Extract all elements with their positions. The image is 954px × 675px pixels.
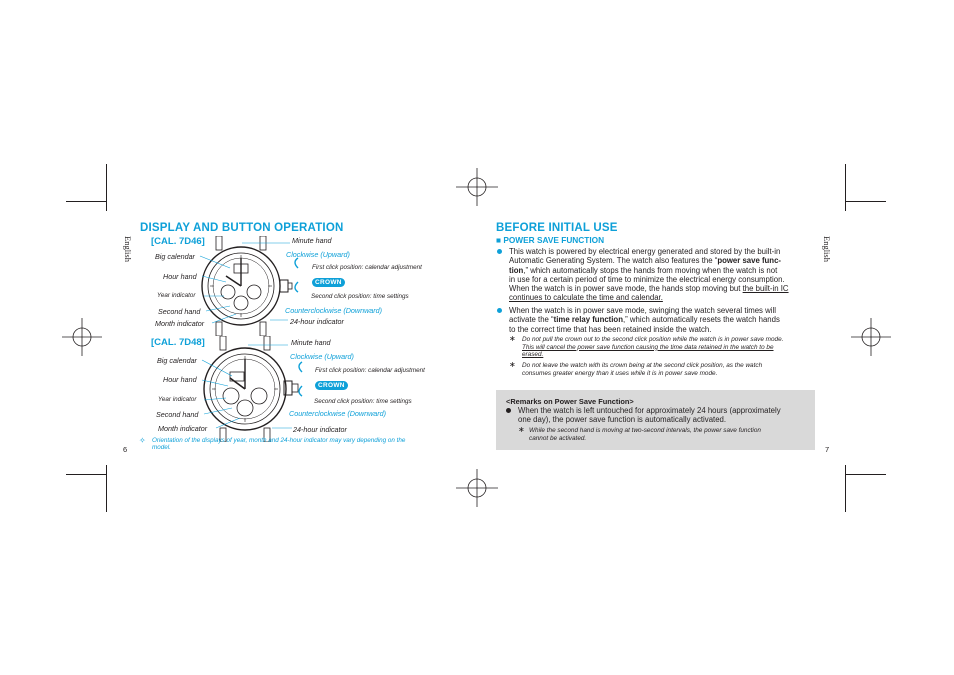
cal-7d46-first-click: First click position: calendar adjustment — [312, 264, 422, 271]
footnote-line-1: Orientation of the displays of year, month and 24-hour indicator may vary depending on the — [152, 437, 406, 444]
right-page-number: 7 — [825, 445, 830, 454]
cal-7d48-minute-hand: Minute hand — [291, 338, 331, 347]
footnote-line-2: model. — [152, 444, 171, 451]
right-side-label: English — [822, 236, 832, 262]
remarks-body: When the watch is left untouched for approximately 24 hours (approximately one day), the power save function is automatically activated. — [518, 406, 781, 425]
footnote-marker-icon: ✧ — [139, 436, 146, 445]
left-page-number: 6 — [123, 445, 128, 454]
cal-7d46-24-hour-indicator: 24-hour indicator — [290, 317, 344, 326]
cal-7d48-first-click: First click position: calendar adjustment — [315, 367, 425, 374]
cal-7d48-year-indicator: Year indicator — [158, 396, 197, 403]
cal-7d46-second-click: Second click position: time settings — [311, 293, 409, 300]
paragraph-time-relay: When the watch is in power save mode, swinging the watch several times will activate the “time relay function,” which automatically resets the watch hands to the correct time that has been retained inside the watch. — [509, 306, 780, 334]
cal-7d48-title: [CAL. 7D48] — [151, 337, 205, 348]
left-heading: DISPLAY AND BUTTON OPERATION — [140, 222, 344, 234]
cal-7d48-month-indicator: Month indicator — [158, 424, 208, 433]
cal-7d46-minute-hand: Minute hand — [292, 236, 332, 245]
paragraph-power-save: This watch is powered by electrical energy generated and stored by the built-in Automatic Generating System. The watch also features the “power save func- tion,” which automatically stops the hands from moving when the watch is not in use for a certain period of time to minimize the electrical energy consumption. When the watch is in power save mode, the hands stop moving but the built-in IC continues to calculate the time and calendar. — [509, 247, 789, 303]
asterisk-icon: ∗ — [509, 360, 516, 369]
power-save-subheading: ■ POWER SAVE FUNCTION — [496, 235, 605, 245]
cal-7d46-title: [CAL. 7D46] — [151, 236, 205, 247]
cal-7d48-clockwise: Clockwise (Upward) — [290, 352, 354, 361]
note-crown-pull: Do not pull the crown out to the second click position while the watch is in power save mode. This will cancel the power save function causing the time data retained in the watch to be erased. — [522, 336, 784, 359]
cal-7d48-second-hand: Second hand — [156, 410, 199, 419]
cal-7d46-month-indicator: Month indicator — [155, 319, 205, 328]
cal-7d48-second-click: Second click position: time settings — [314, 398, 412, 405]
cal-7d48-crown-badge: CROWN — [315, 381, 348, 390]
cal-7d46-clockwise: Clockwise (Upward) — [286, 250, 350, 259]
bullet-icon — [497, 308, 502, 313]
cal-7d46-second-hand: Second hand — [158, 307, 201, 316]
bullet-icon — [497, 249, 502, 254]
cal-7d46-counterclockwise: Counterclockwise (Downward) — [285, 306, 383, 315]
asterisk-icon: ∗ — [518, 425, 525, 434]
remarks-title: <Remarks on Power Save Function> — [506, 397, 634, 406]
left-side-label: English — [123, 236, 133, 262]
cal-7d46-year-indicator: Year indicator — [157, 292, 196, 299]
bullet-icon — [506, 408, 511, 413]
cal-7d46-big-calendar: Big calendar — [155, 252, 195, 261]
cal-7d48-hour-hand: Hour hand — [163, 375, 197, 384]
right-heading: BEFORE INITIAL USE — [496, 222, 618, 234]
note-crown-position: Do not leave the watch with its crown being at the second click position, as the watch consumes greater energy than it uses while it is in power save mode. — [522, 362, 763, 377]
cal-7d48-counterclockwise: Counterclockwise (Downward) — [289, 409, 387, 418]
cal-7d48-big-calendar: Big calendar — [157, 356, 197, 365]
asterisk-icon: ∗ — [509, 334, 516, 343]
cal-7d46-hour-hand: Hour hand — [163, 272, 197, 281]
cal-7d46-crown-badge: CROWN — [312, 278, 345, 287]
remarks-note: While the second hand is moving at two-second intervals, the power save function cannot be activated. — [529, 427, 761, 442]
cal-7d48-24-hour-indicator: 24-hour indicator — [293, 425, 347, 434]
